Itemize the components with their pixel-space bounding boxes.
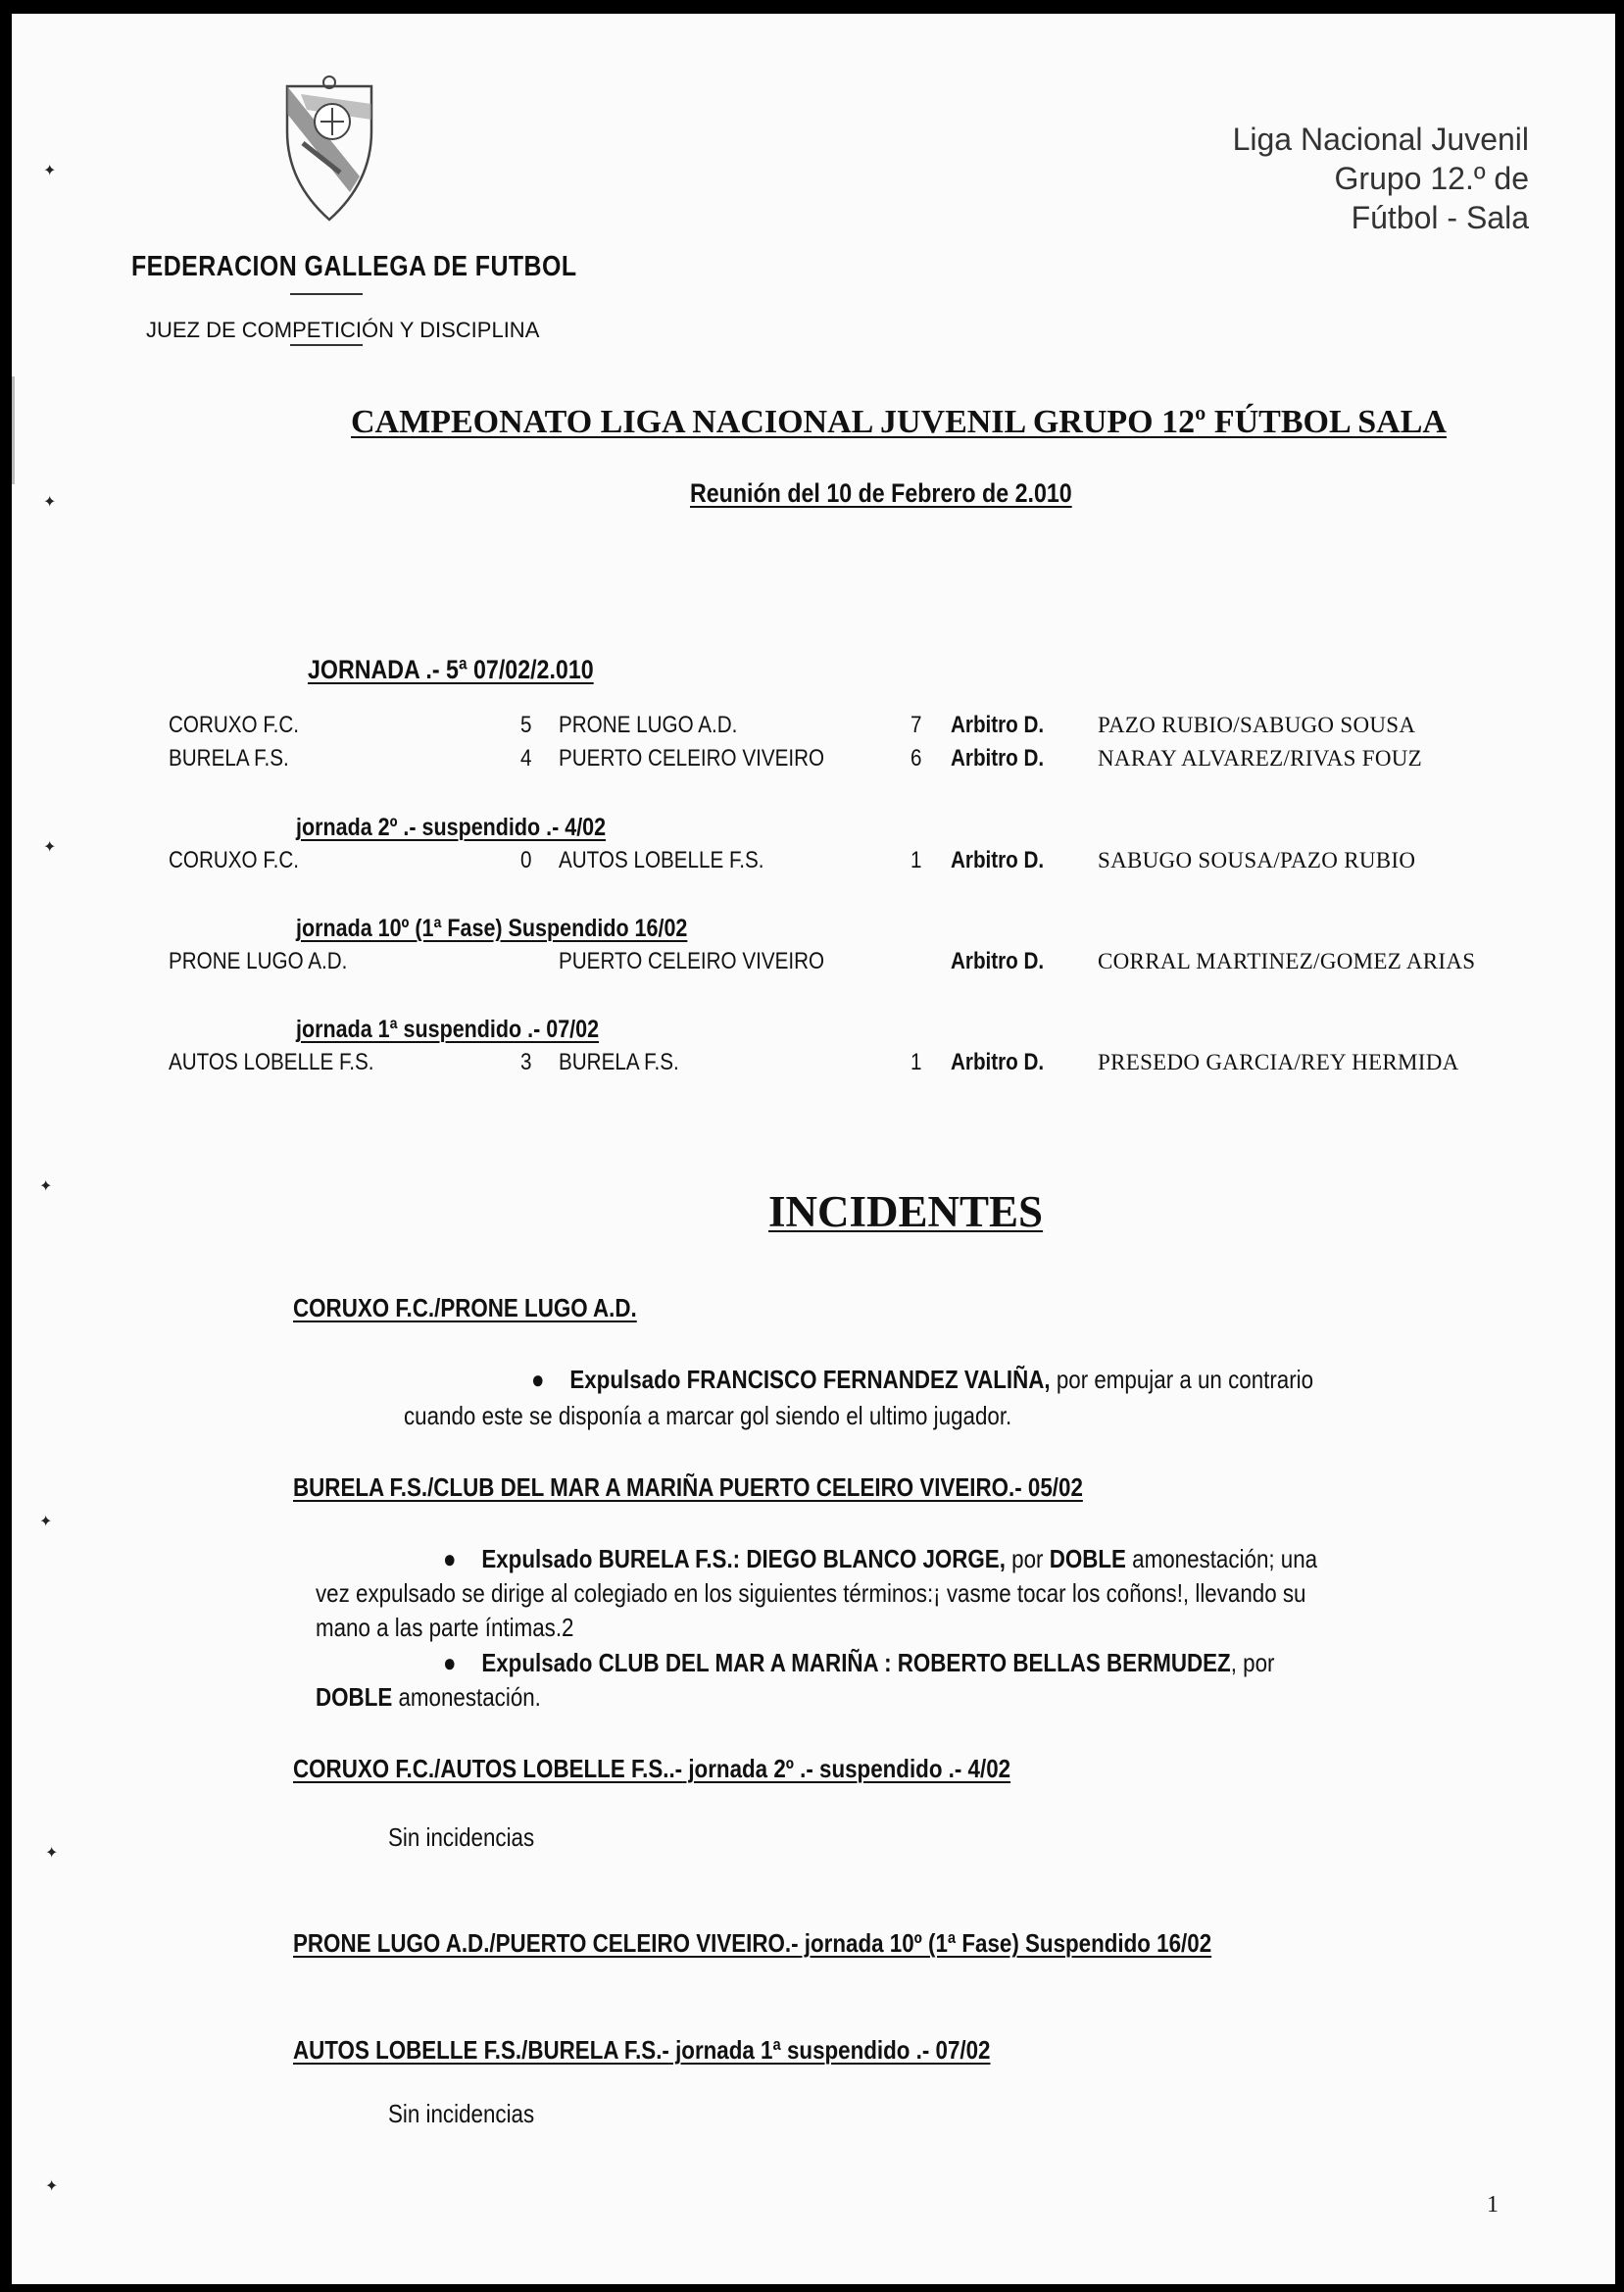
league-line-3: Fútbol - Sala	[1351, 200, 1529, 235]
incident-2-doble-1: DOBLE	[1049, 1544, 1126, 1573]
scan-mark: ✦	[43, 161, 57, 179]
suspended-3-away-score: 1	[910, 1049, 922, 1075]
scan-mark: ✦	[39, 1512, 53, 1530]
scan-mark: ✦	[45, 2176, 59, 2195]
scan-mark: ✦	[43, 492, 57, 511]
league-line-1: Liga Nacional Juvenil	[1232, 122, 1529, 157]
incident-2-text-1: por	[1005, 1544, 1050, 1573]
suspended-3-home: AUTOS LOBELLE F.S.	[169, 1049, 374, 1075]
incident-1-expulsion: Expulsado FRANCISCO FERNANDEZ VALIÑA,	[569, 1365, 1051, 1394]
incident-4-title	[293, 1928, 1211, 1959]
bullet-icon: ●	[443, 1544, 457, 1573]
incidents-title: INCIDENTES	[768, 1187, 1044, 1236]
incident-2-doble-2: DOBLE	[316, 1682, 393, 1712]
suspended-1-heading: jornada 2º .- suspendido .- 4/02	[296, 814, 607, 841]
match-2-referees: NARAY ALVAREZ/RIVAS FOUZ	[1098, 746, 1422, 771]
suspended-2-heading: jornada 10º (1ª Fase) Suspendido 16/02	[296, 915, 688, 942]
incident-2-text-4: amonestación.	[392, 1682, 541, 1712]
match-2-away: PUERTO CELEIRO VIVEIRO	[559, 745, 825, 772]
match-2-ref-label: Arbitro D.	[951, 745, 1045, 772]
suspended-2-away: PUERTO CELEIRO VIVEIRO	[559, 948, 825, 974]
incident-2-title: BURELA F.S./CLUB DEL MAR A MARIÑA PUERTO CELEIRO VIVEIRO.- 05/02	[293, 1472, 1083, 1502]
incident-2-bullet-1-line	[443, 1544, 1317, 1574]
match-2-away-score: 6	[910, 745, 922, 772]
suspended-2-ref-label: Arbitro D.	[951, 948, 1045, 974]
jornada-heading: JORNADA .- 5ª 07/02/2.010	[308, 655, 594, 684]
header-divider-top	[290, 293, 363, 295]
incident-5-title-teams: AUTOS LOBELLE F.S./BURELA F.S.-	[293, 2035, 669, 2065]
suspended-2-referees: CORRAL MARTINEZ/GOMEZ ARIAS	[1098, 949, 1476, 973]
match-1-home: CORUXO F.C.	[169, 712, 300, 738]
suspended-3-referees: PRESEDO GARCIA/REY HERMIDA	[1098, 1050, 1459, 1074]
federation-name: FEDERACION GALLEGA DE FUTBOL	[131, 251, 577, 282]
judge-title: JUEZ DE COMPETICIÓN Y DISCIPLINA	[146, 318, 540, 342]
suspended-1-away-score: 1	[910, 847, 922, 873]
match-2-home-score: 4	[520, 745, 532, 772]
incident-2-continuation-2: mano a las parte íntimas.2	[316, 1613, 574, 1642]
incident-1-bullet-line	[531, 1365, 1313, 1395]
suspended-3-home-score: 3	[520, 1049, 532, 1075]
incident-2-expulsion-1: Expulsado BURELA F.S.: DIEGO BLANCO JORGE,	[481, 1544, 1006, 1573]
suspended-1-away: AUTOS LOBELLE F.S.	[559, 847, 764, 873]
bullet-icon: ●	[531, 1365, 545, 1394]
incident-2-continuation-3	[316, 1682, 541, 1713]
incident-3-title-jornada: jornada 2º .- suspendido .- 4/02	[682, 1754, 1011, 1783]
header-divider-bottom	[290, 344, 363, 346]
scan-edge-line	[12, 376, 15, 484]
incident-2-continuation-1: vez expulsado se dirige al colegiado en los siguientes términos:¡ vasme tocar los coñons!, llevando su	[316, 1578, 1306, 1608]
scan-mark: ✦	[43, 837, 57, 856]
incident-5-title	[293, 2035, 990, 2066]
incident-2-expulsion-2: Expulsado CLUB DEL MAR A MARIÑA : ROBERTO BELLAS BERMUDEZ	[481, 1648, 1231, 1677]
federation-crest-icon	[281, 75, 377, 225]
league-header	[1137, 120, 1529, 237]
incident-3-text: Sin incidencias	[388, 1822, 535, 1852]
league-line-2: Grupo 12.º de	[1334, 161, 1529, 196]
incident-5-text: Sin incidencias	[388, 2099, 535, 2128]
match-2-home: BURELA F.S.	[169, 745, 289, 772]
match-1-away: PRONE LUGO A.D.	[559, 712, 738, 738]
incident-2-text-3: , por	[1230, 1648, 1275, 1677]
suspended-2-home: PRONE LUGO A.D.	[169, 948, 348, 974]
suspended-1-home: CORUXO F.C.	[169, 847, 300, 873]
suspended-1-home-score: 0	[520, 847, 532, 873]
suspended-3-ref-label: Arbitro D.	[951, 1049, 1045, 1075]
page-number: 1	[1487, 2192, 1499, 2217]
incident-2-bullet-2-line	[443, 1648, 1274, 1678]
incident-4-title-teams: PRONE LUGO A.D./PUERTO CELEIRO VIVEIRO.-	[293, 1928, 799, 1958]
suspended-1-ref-label: Arbitro D.	[951, 847, 1045, 873]
incident-2-text-2: amonestación; una	[1125, 1544, 1318, 1573]
bullet-icon: ●	[443, 1648, 457, 1677]
scan-mark: ✦	[39, 1176, 53, 1195]
incident-1-continuation: cuando este se disponía a marcar gol siendo el ultimo jugador.	[404, 1401, 1012, 1430]
match-1-home-score: 5	[520, 712, 532, 738]
suspended-3-heading: jornada 1ª suspendido .- 07/02	[296, 1016, 600, 1043]
meeting-date: Reunión del 10 de Febrero de 2.010	[690, 478, 1072, 508]
incident-3-title-teams: CORUXO F.C./AUTOS LOBELLE F.S..-	[293, 1754, 683, 1783]
incident-5-title-jornada: jornada 1ª suspendido .- 07/02	[668, 2035, 991, 2065]
match-1-away-score: 7	[910, 712, 922, 738]
document-title: CAMPEONATO LIGA NACIONAL JUVENIL GRUPO 12º FÚTBOL SALA	[351, 404, 1447, 440]
incident-1-reason: por empujar a un contrario	[1050, 1365, 1314, 1394]
match-1-ref-label: Arbitro D.	[951, 712, 1045, 738]
suspended-3-away: BURELA F.S.	[559, 1049, 679, 1075]
match-1-referees: PAZO RUBIO/SABUGO SOUSA	[1098, 713, 1416, 737]
incident-4-title-jornada: jornada 10º (1ª Fase) Suspendido 16/02	[798, 1928, 1212, 1958]
document-sheet	[12, 14, 1615, 2284]
suspended-1-referees: SABUGO SOUSA/PAZO RUBIO	[1098, 848, 1416, 872]
scan-mark: ✦	[45, 1843, 59, 1862]
incident-1-title: CORUXO F.C./PRONE LUGO A.D.	[293, 1293, 637, 1322]
incident-3-title	[293, 1754, 1010, 1784]
